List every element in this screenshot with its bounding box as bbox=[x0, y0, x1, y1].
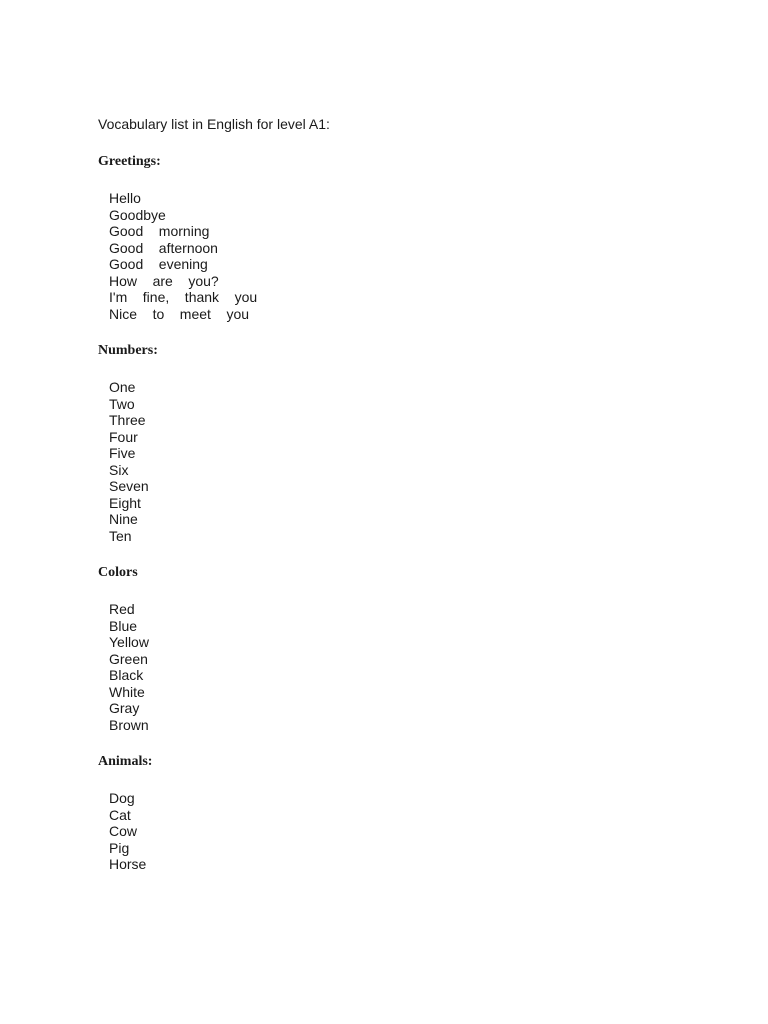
vocab-word: Gray bbox=[109, 700, 140, 716]
vocab-word: Yellow bbox=[109, 634, 149, 650]
vocab-word: Goodbye bbox=[109, 206, 166, 223]
vocab-word: Two bbox=[109, 395, 135, 412]
vocab-word: Hello bbox=[109, 190, 141, 206]
vocab-word: Ten bbox=[109, 527, 132, 544]
word-list-animals bbox=[98, 790, 698, 873]
vocab-word: Three bbox=[109, 412, 146, 428]
vocab-word: Four bbox=[109, 428, 138, 445]
vocab-word: Eight bbox=[109, 494, 141, 511]
vocab-word: How are you? bbox=[109, 272, 219, 289]
document-intro: Vocabulary list in English for level A1: bbox=[98, 116, 330, 132]
vocab-word: White bbox=[109, 683, 145, 700]
vocab-word: Five bbox=[109, 445, 136, 461]
word-list-greetings bbox=[98, 190, 698, 322]
vocab-word: Pig bbox=[109, 839, 130, 856]
vocab-word: Dog bbox=[109, 790, 135, 806]
vocab-word: Good afternoon bbox=[109, 239, 218, 256]
vocab-word: Brown bbox=[109, 716, 149, 733]
vocab-word: Red bbox=[109, 601, 135, 617]
vocab-word: Cat bbox=[109, 806, 131, 823]
vocab-word: Six bbox=[109, 461, 129, 478]
section-heading-colors: Colors bbox=[98, 565, 138, 580]
section-numbers bbox=[98, 341, 698, 544]
vocab-word: Nine bbox=[109, 511, 138, 527]
vocab-word: Seven bbox=[109, 478, 149, 494]
vocab-word: I'm fine, thank you bbox=[109, 289, 258, 305]
word-list-numbers bbox=[98, 379, 698, 544]
section-heading-numbers: Numbers: bbox=[98, 343, 158, 358]
document-page bbox=[98, 114, 698, 873]
word-list-colors bbox=[98, 601, 698, 733]
vocab-word: Blue bbox=[109, 617, 138, 634]
vocab-word: One bbox=[109, 379, 136, 395]
section-greetings bbox=[98, 152, 698, 322]
vocab-word: Cow bbox=[109, 823, 138, 839]
section-colors bbox=[98, 563, 698, 733]
vocab-word: Good evening bbox=[109, 256, 208, 272]
section-animals bbox=[98, 752, 698, 873]
vocab-word: Nice to meet you bbox=[109, 305, 250, 322]
vocab-word: Black bbox=[109, 667, 144, 683]
vocab-word: Green bbox=[109, 650, 148, 667]
section-heading-greetings: Greetings: bbox=[98, 154, 161, 169]
vocab-word: Good morning bbox=[109, 223, 210, 239]
vocab-word: Horse bbox=[109, 856, 147, 872]
section-heading-animals: Animals: bbox=[98, 754, 153, 769]
